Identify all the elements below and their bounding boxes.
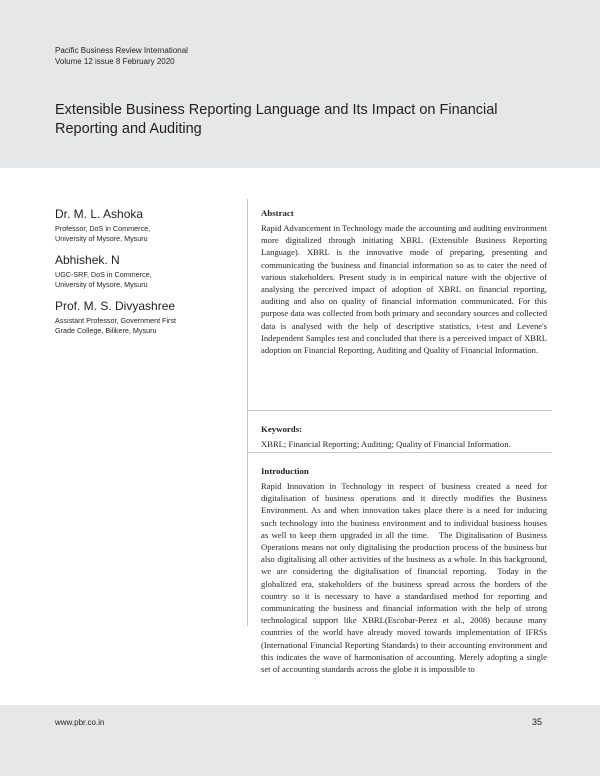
author-name: Prof. M. S. Divyashree bbox=[55, 299, 176, 313]
journal-name: Pacific Business Review International bbox=[55, 46, 188, 55]
author-2 bbox=[55, 253, 245, 290]
author-name: Dr. M. L. Ashoka bbox=[55, 207, 144, 221]
introduction-text: Rapid Innovation in Technology in respect of business created a need for digitalisation of business operations and it directly modifies the Business Environment. As and when innovation takes place there is a need for inducing such technology into the business environment and to individual business houses as well to keep them upgraded in all the time. The Digitalisation of Business Operations means not only digitalising the production process of the business but also digitalising all other activities of the business as a whole. In this background, we are considering the digitalisation of financial reporting. Today in the globalized era, stakeholders of the business spread across the borders of the country so it is necessary to have a standardised method for reporting and communicating the business and financial information with the help of strong technological support like XBRL(Escobar-Perez et al., 2008) because many countries of the world have already moved towards implementation of IFRSs (International Financial Reporting Standards) to their accounting environment and this indicates the wave of harmonisation of accounting. Merely adopting a single set of accounting standards across the globe it is impossible to bbox=[261, 481, 550, 675]
paper-title: Extensible Business Reporting Language and Its Impact on Financial Reporting and Auditing bbox=[55, 102, 498, 137]
author-affiliation: Assistant Professor, Government First Grade College, Bilikere, Mysuru bbox=[55, 316, 177, 335]
footer-website[interactable]: www.pbr.co.in bbox=[55, 718, 105, 727]
journal-info bbox=[55, 45, 188, 67]
introduction-heading: Introduction bbox=[261, 466, 309, 476]
journal-issue: Volume 12 issue 8 February 2020 bbox=[55, 57, 175, 66]
keywords-section bbox=[261, 423, 547, 450]
header-band bbox=[0, 0, 600, 168]
keywords-text: XBRL; Financial Reporting; Auditing; Quality of Financial Information. bbox=[261, 439, 511, 449]
author-1 bbox=[55, 207, 245, 244]
section-separator bbox=[248, 410, 552, 411]
abstract-text: Rapid Advancement in Technology made the accounting and auditing environment more digitalized through initiating XBRL (Extensible Business Reporting Language). XBRL is the innovative mode of preparing, presenting and communicating the business and financial information so as to cater the need of various stakeholders. Present study is in empirical nature with the objective of analysing the perceived impact of adoption of XBRL on financial reporting, auditing and also on quality of financial information communicated. For this purpose data was collected from both primary and secondary sources and collected data is analysed with the help of descriptive statistics, t-test and Levene's Independent Samples test and concluded that there is a perceived impact of XBRL adoption on Financial Reporting, Auditing and Quality of Financial Information. bbox=[261, 223, 547, 356]
footer-band bbox=[0, 705, 600, 776]
introduction-section bbox=[261, 465, 550, 675]
author-affiliation: Professor, DoS in Commerce, University of Mysore, Mysuru bbox=[55, 224, 151, 243]
keywords-heading: Keywords: bbox=[261, 424, 303, 434]
abstract-section bbox=[261, 207, 547, 356]
column-divider bbox=[247, 199, 248, 626]
author-3 bbox=[55, 299, 245, 336]
author-name: Abhishek. N bbox=[55, 253, 120, 267]
page-number: 35 bbox=[532, 717, 543, 727]
abstract-heading: Abstract bbox=[261, 208, 294, 218]
section-separator bbox=[248, 452, 552, 453]
author-list bbox=[55, 207, 245, 345]
author-affiliation: UGC-SRF, DoS in Commerce, University of Mysore, Mysuru bbox=[55, 270, 152, 289]
